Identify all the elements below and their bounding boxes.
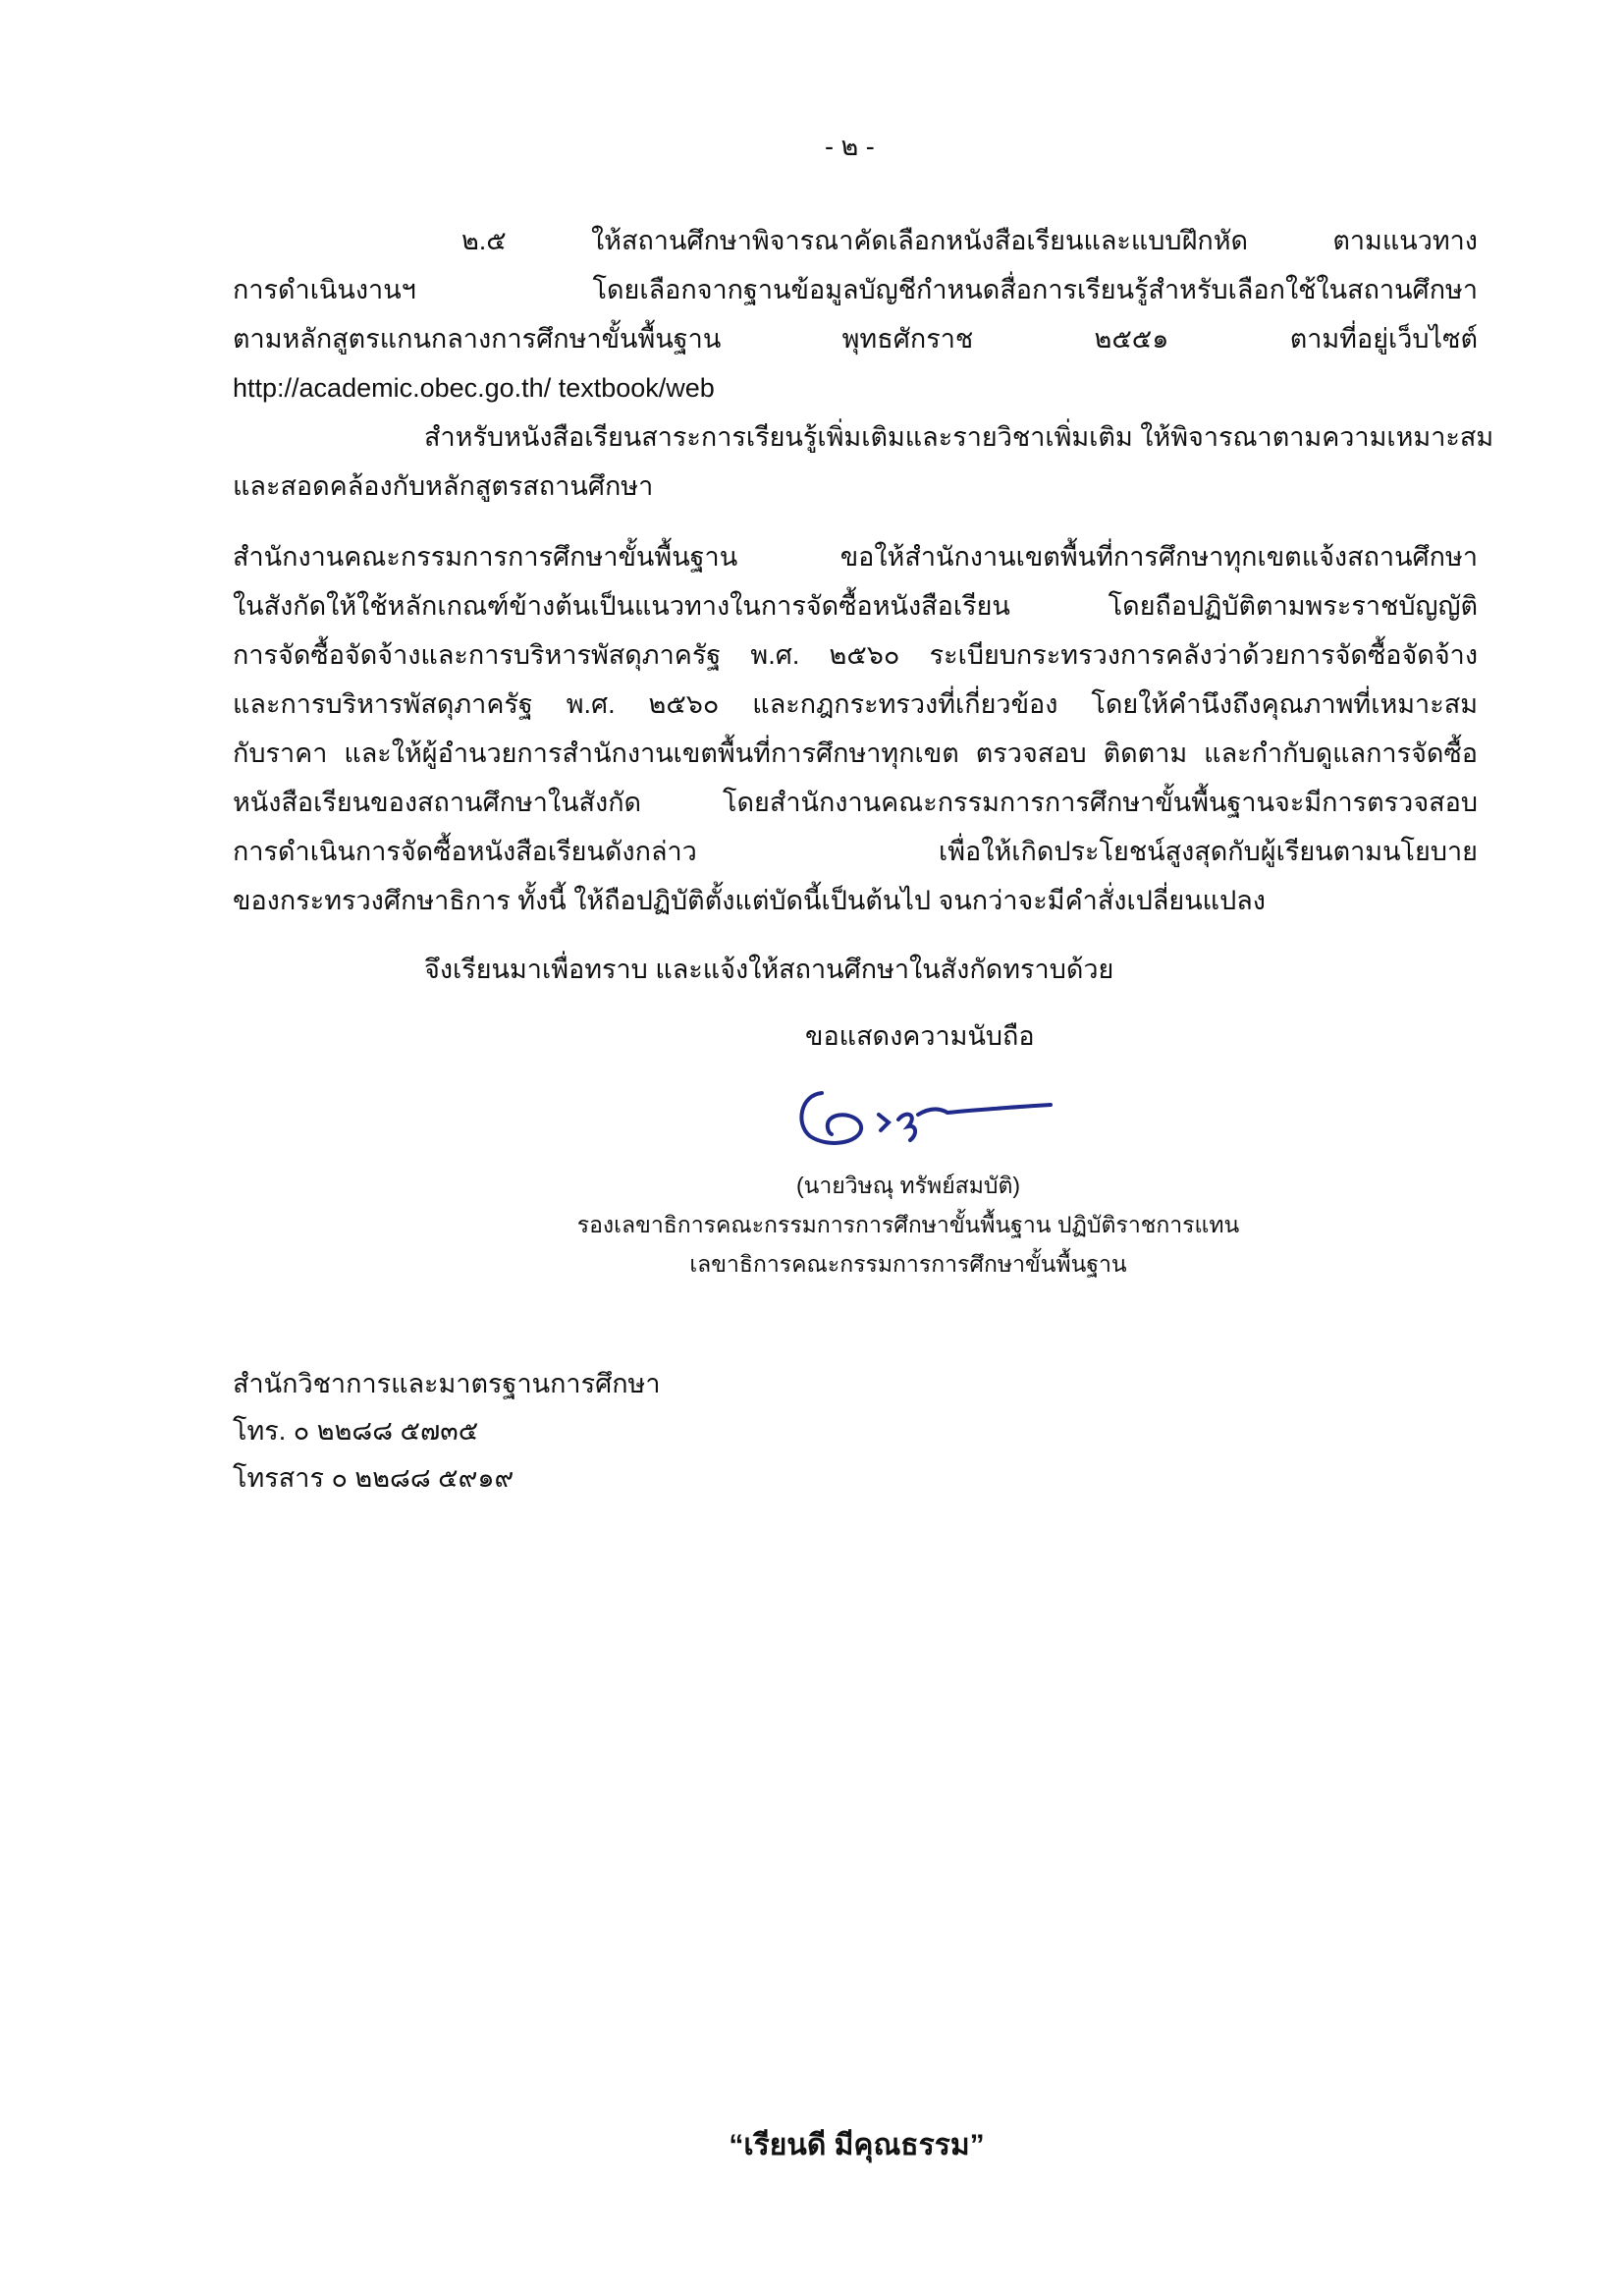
text-line: ของกระทรวงศึกษาธิการ ทั้งนี้ ให้ถือปฏิบัติตั้งแต่บัดนี้เป็นต้นไป จนกว่าจะมีคำสั่งเปลี่ยนแปลง [233,886,1266,915]
signer-title: เลขาธิการคณะกรรมการการศึกษาขั้นพื้นฐาน [689,1251,1127,1277]
signer-title: รองเลขาธิการคณะกรรมการการศึกษาขั้นพื้นฐาน ปฏิบัติราชการแทน [576,1212,1240,1237]
text-line: การดำเนินงานฯ โดยเลือกจากฐานข้อมูลบัญชีกำหนดสื่อการเรียนรู้สำหรับเลือกใช้ในสถานศึกษา [233,275,1478,304]
text-line: สำหรับหนังสือเรียนสาระการเรียนรู้เพิ่มเติมและรายวิชาเพิ่มเติม ให้พิจารณาตามความเหมาะสม [424,422,1494,452]
salutation: ขอแสดงความนับถือ [805,1021,1035,1051]
text-line: การจัดซื้อจัดจ้างและการบริหารพัสดุภาครัฐ พ.ศ. ๒๕๖๐ ระเบียบกระทรวงการคลังว่าด้วยการจัดซื้อจัดจ้าง [233,640,1478,670]
office-phone: โทร. ๐ ๒๒๘๘ ๕๗๓๕ [233,1416,479,1446]
motto: “เรียนดี มีคุณธรรม” [729,2129,985,2161]
text-line: ตามหลักสูตรแกนกลางการศึกษาขั้นพื้นฐาน พุทธศักราช ๒๕๕๑ ตามที่อยู่เว็บไซต์ [233,324,1478,354]
text-line: สำนักงานคณะกรรมการการศึกษาขั้นพื้นฐาน ขอให้สำนักงานเขตพื้นที่การศึกษาทุกเขตแจ้งสถานศึกษา [233,542,1478,572]
text-line: กับราคา และให้ผู้อำนวยการสำนักงานเขตพื้นที่การศึกษาทุกเขต ตรวจสอบ ติดตาม และกำกับดูแลการจัดซื้อ [233,738,1478,768]
text-line: หนังสือเรียนของสถานศึกษาในสังกัด โดยสำนักงานคณะกรรมการการศึกษาขั้นพื้นฐานจะมีการตรวจสอบ [233,788,1478,817]
page-number: - ๒ - [825,132,875,161]
office-fax: โทรสาร ๐ ๒๒๘๘ ๕๙๑๙ [233,1463,514,1493]
text-line: การดำเนินการจัดซื้อหนังสือเรียนดังกล่าว เพื่อให้เกิดประโยชน์สูงสุดกับผู้เรียนตามนโยบาย [233,837,1478,866]
text-line: และการบริหารพัสดุภาครัฐ พ.ศ. ๒๕๖๐ และกฎกระทรวงที่เกี่ยวข้อง โดยให้คำนึงถึงคุณภาพที่เหมาะสม [233,689,1478,719]
website-link[interactable]: http://academic.obec.go.th/ textbook/web [233,373,715,403]
signer-name: (นายวิษณุ ทรัพย์สมบัติ) [795,1173,1021,1198]
office-name: สำนักวิชาการและมาตรฐานการศึกษา [233,1369,661,1398]
text-line: และสอดคล้องกับหลักสูตรสถานศึกษา [233,471,654,501]
closing-request: จึงเรียนมาเพื่อทราบ และแจ้งให้สถานศึกษาในสังกัดทราบด้วย [424,955,1114,984]
signature-image [790,1075,1075,1154]
text-line: ในสังกัดให้ใช้หลักเกณฑ์ข้างต้นเป็นแนวทางในการจัดซื้อหนังสือเรียน โดยถือปฏิบัติตามพระราชบัญญัติ [233,591,1478,621]
text-line: ๒.๕ ให้สถานศึกษาพิจารณาคัดเลือกหนังสือเรียนและแบบฝึกหัด ตามแนวทาง [461,226,1478,255]
